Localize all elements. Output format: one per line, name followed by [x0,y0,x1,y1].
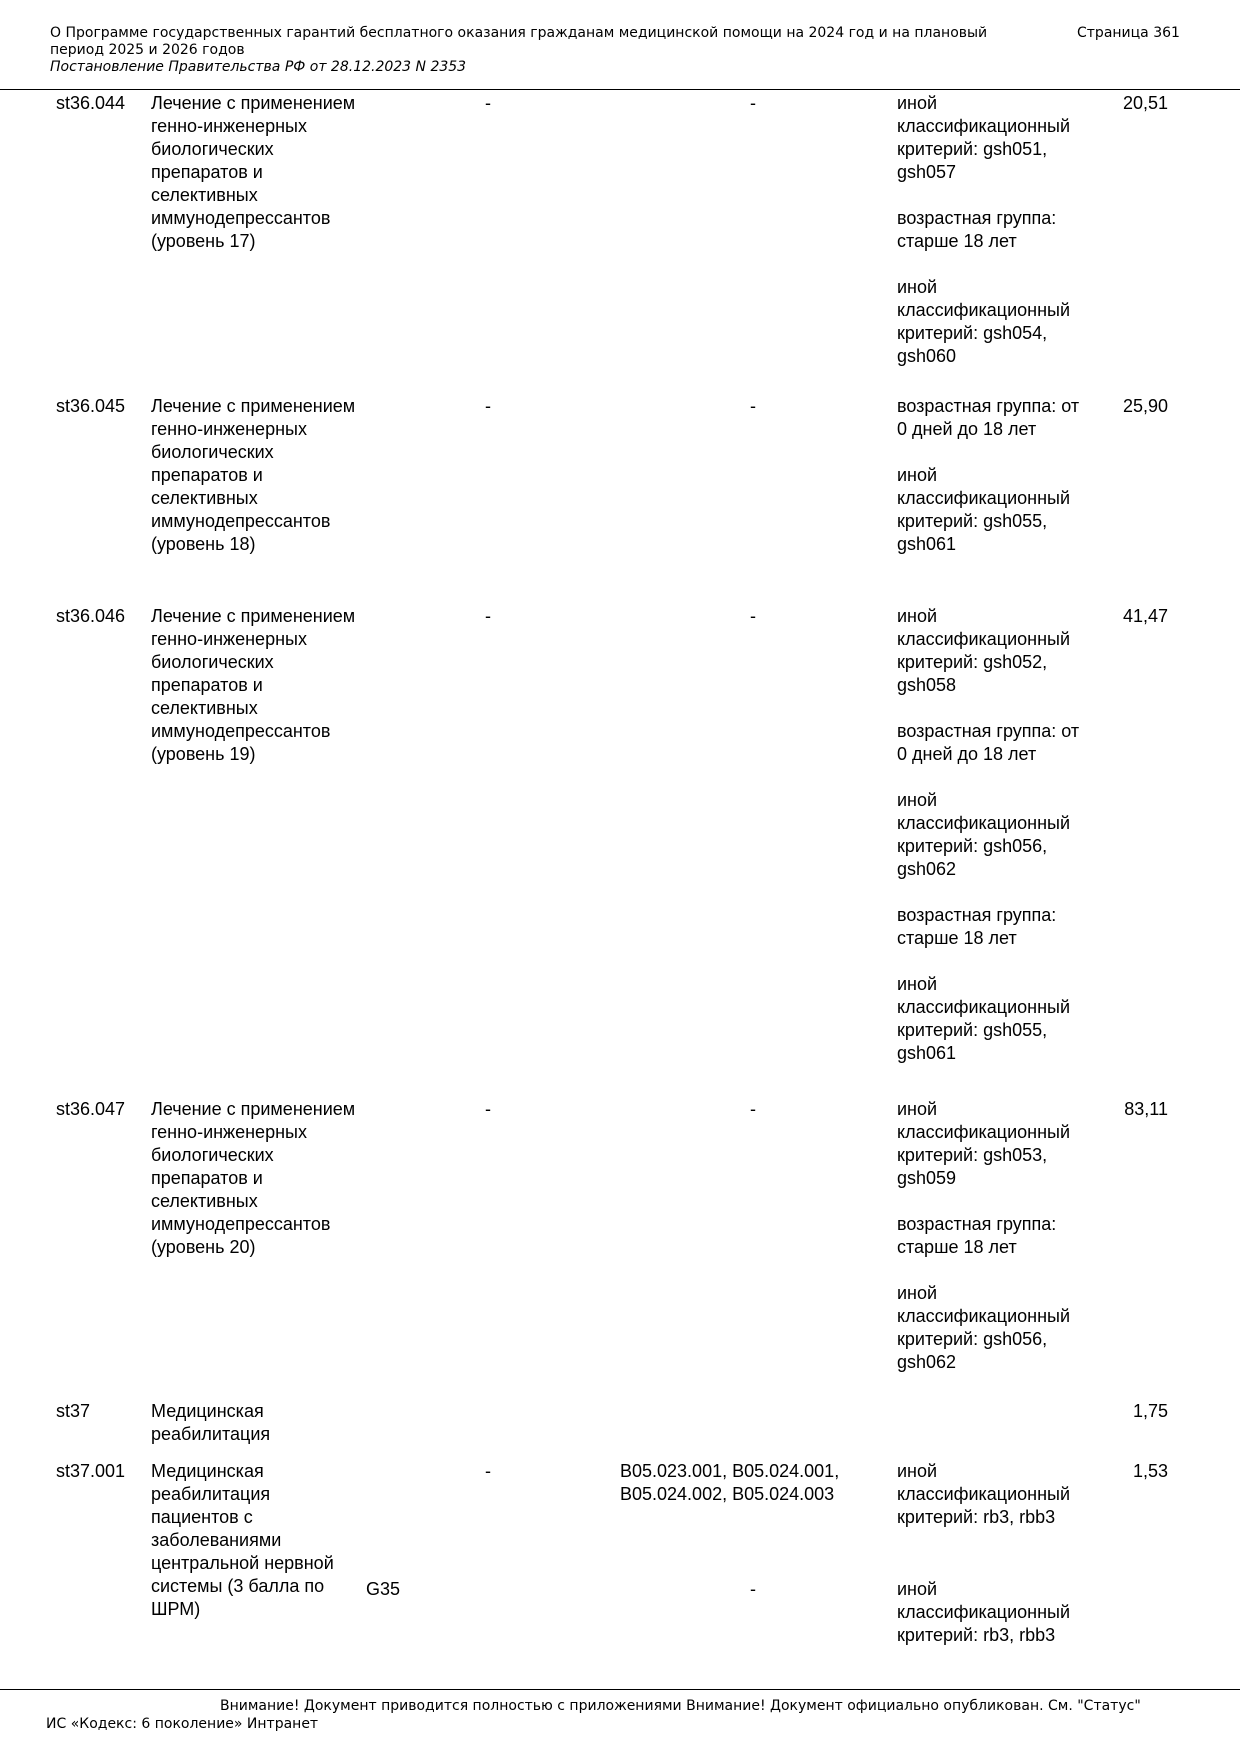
criterion: иной классификационный критерий: gsh053, gsh059 [897,1099,1071,1188]
criterion: иной классификационный критерий: gsh056, gsh062 [897,790,1071,879]
row-criteria [897,1460,1087,1529]
row-criteria [897,605,1087,1065]
document-title: О Программе государственных гарантий бесплатного оказания гражданам медицинской помощи на 2024 год и на плановый период 2025 и 2026 годов [50,25,988,58]
row-code: st36.046 [56,606,126,626]
criterion: возрастная группа: старше 18 лет [897,905,1057,948]
row-diagnosis: - [485,1461,491,1481]
criterion: возрастная группа: старше 18 лет [897,1214,1057,1257]
row-coefficient: 1,53 [1132,1461,1168,1481]
criterion: иной классификационный критерий: gsh054, gsh060 [897,277,1071,366]
row-coefficient: 1,75 [1132,1401,1168,1421]
row-service: - [750,1099,756,1119]
criterion: иной классификационный критерий: rb3, rbb3 [897,1461,1071,1527]
criterion: иной классификационный критерий: gsh055, gsh061 [897,465,1071,554]
criterion: иной классификационный критерий: gsh056, gsh062 [897,1283,1071,1372]
criterion: возрастная группа: от 0 дней до 18 лет [897,396,1080,439]
row-diagnosis: - [485,93,491,113]
header-divider [0,89,1240,90]
row-name: Лечение с применением генно-инженерных биологических препаратов и селективных иммунодепрессантов (уровень 17) [151,93,356,251]
row-service: - [750,396,756,416]
criterion: иной классификационный критерий: gsh052, gsh058 [897,606,1071,695]
criterion: иной классификационный критерий: gsh055, gsh061 [897,974,1071,1063]
row-code: st36.045 [56,396,126,416]
row-code: st37.001 [56,1461,126,1481]
row-name: Лечение с применением генно-инженерных биологических препаратов и селективных иммунодепрессантов (уровень 20) [151,1099,356,1257]
row-diagnosis: - [485,606,491,626]
row-service: - [750,93,756,113]
page-number: Страница 361 [1077,25,1180,41]
row-name: Лечение с применением генно-инженерных биологических препаратов и селективных иммунодепрессантов (уровень 18) [151,396,356,554]
criterion: возрастная группа: старше 18 лет [897,208,1057,251]
row-service: - [750,1579,756,1599]
page-header [50,25,1040,76]
criterion: возрастная группа: от 0 дней до 18 лет [897,721,1080,764]
row-diagnosis: - [485,1099,491,1119]
row-coefficient: 25,90 [1122,396,1168,416]
row-code: st37 [56,1401,91,1421]
row-criteria [897,92,1087,368]
row-name: Лечение с применением генно-инженерных биологических препаратов и селективных иммунодепрессантов (уровень 19) [151,606,356,764]
footer-warning: Внимание! Документ приводится полностью с приложениями Внимание! Документ официально опубликован. См. "Статус" [220,1698,1141,1714]
row-criteria [897,1098,1087,1374]
criterion: иной классификационный критерий: rb3, rbb3 [897,1579,1071,1645]
footer-divider [0,1689,1240,1690]
row-service: B05.023.001, B05.024.001, B05.024.002, B05.024.003 [620,1461,840,1504]
row-coefficient: 41,47 [1122,606,1168,626]
row-code: st36.047 [56,1099,126,1119]
row-criteria [897,395,1087,556]
row-criteria [897,1578,1087,1647]
row-diagnosis-code: G35 [366,1579,401,1599]
criterion: иной классификационный критерий: gsh051, gsh057 [897,93,1071,182]
row-coefficient: 83,11 [1124,1099,1168,1119]
row-service: - [750,606,756,626]
row-code: st36.044 [56,93,126,113]
footer-system: ИС «Кодекс: 6 поколение» Интранет [46,1716,319,1732]
document-reference: Постановление Правительства РФ от 28.12.2023 N 2353 [50,59,467,75]
row-name: Медицинская реабилитация [151,1401,271,1444]
row-diagnosis: - [485,396,491,416]
row-name: Медицинская реабилитация пациентов с заболеваниями центральной нервной системы (3 балла по ШРМ) [151,1461,334,1619]
row-coefficient: 20,51 [1122,93,1168,113]
